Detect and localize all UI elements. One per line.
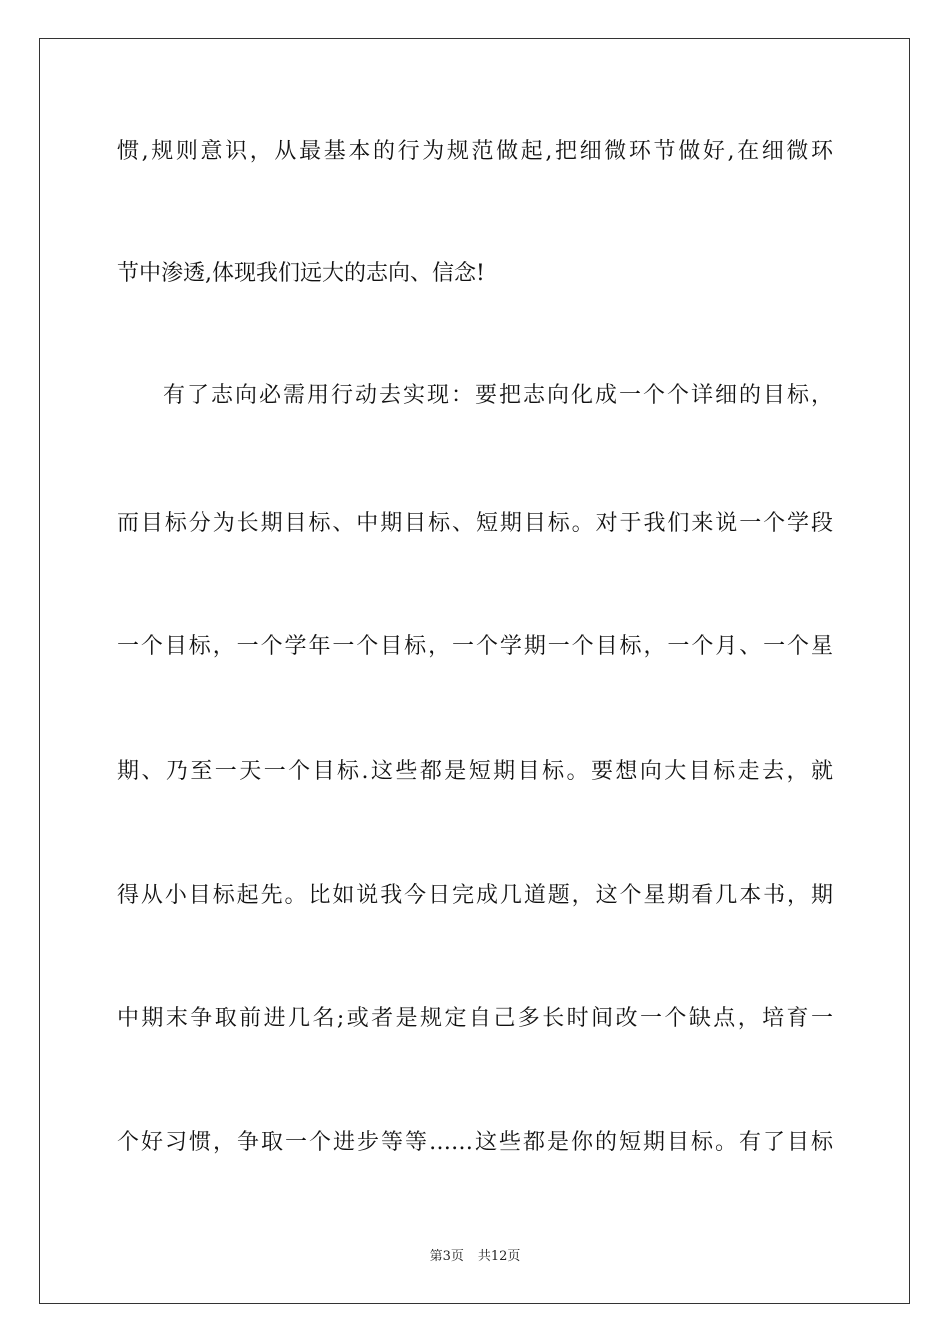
page-total: 共12页 bbox=[477, 1249, 521, 1264]
text-line-6: 期、乃至一天一个目标.这些都是短期目标。要想向大目标走去，就 bbox=[117, 759, 833, 784]
text-line-2: 节中渗透,体现我们远大的志向、信念! bbox=[117, 261, 485, 286]
text-line-7: 得从小目标起先。比如说我今日完成几道题，这个星期看几本书，期 bbox=[117, 883, 833, 908]
text-line-8: 中期末争取前进几名;或者是规定自己多长时间改一个缺点，培育一 bbox=[117, 1006, 833, 1031]
page-number: 第3页 bbox=[429, 1249, 464, 1264]
text-line-3: 有了志向必需用行动去实现：要把志向化成一个个详细的目标， bbox=[163, 383, 833, 408]
text-line-1: 惯,规则意识，从最基本的行为规范做起,把细微环节做好,在细微环 bbox=[117, 139, 833, 164]
page-border bbox=[39, 38, 910, 1304]
text-line-9: 个好习惯，争取一个进步等等……这些都是你的短期目标。有了目标 bbox=[117, 1130, 833, 1155]
text-line-5: 一个目标，一个学年一个目标，一个学期一个目标，一个月、一个星 bbox=[117, 634, 833, 659]
text-line-4: 而目标分为长期目标、中期目标、短期目标。对于我们来说一个学段 bbox=[117, 511, 833, 536]
page-footer bbox=[0, 1248, 950, 1266]
